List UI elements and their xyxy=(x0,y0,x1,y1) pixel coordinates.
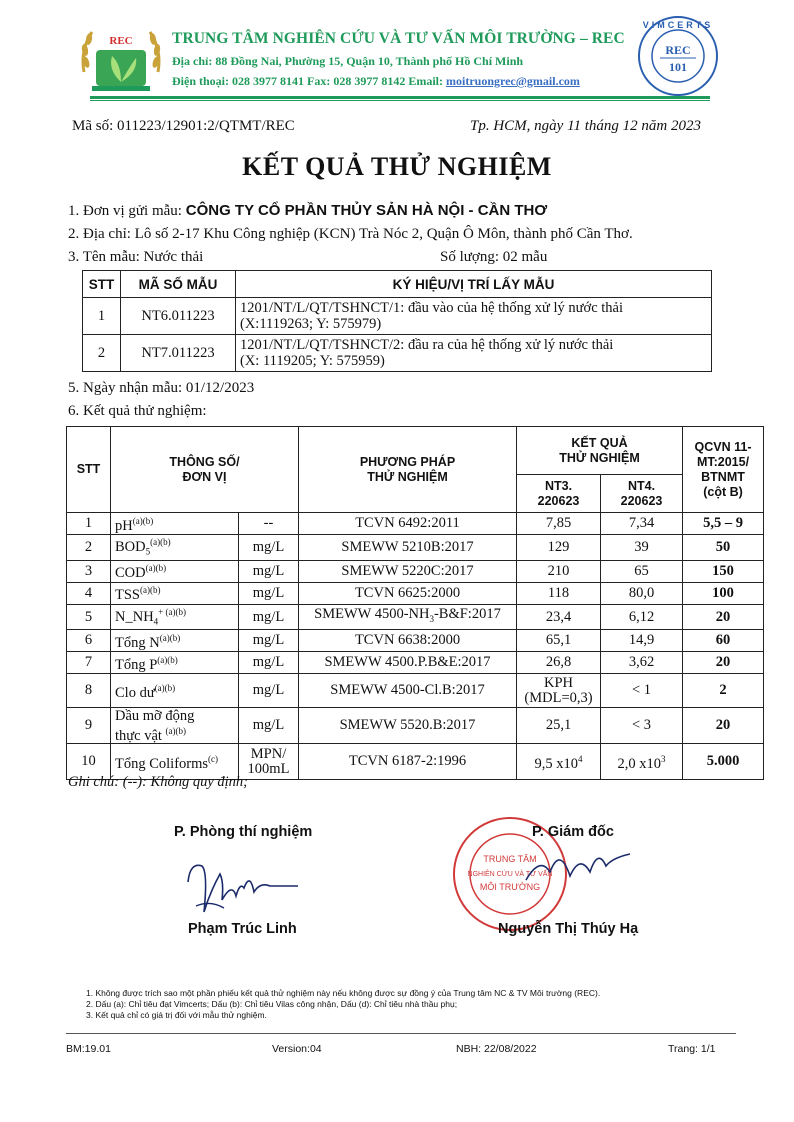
row-std: 20 xyxy=(683,652,764,674)
col-results xyxy=(517,427,683,475)
results-table xyxy=(66,426,764,780)
location-coords: (X: 1119205; Y: 575959) xyxy=(240,353,385,369)
row-stt: 5 xyxy=(67,604,111,630)
row-param xyxy=(111,630,239,652)
row-param xyxy=(111,513,239,535)
row-nt4 xyxy=(601,744,683,780)
param-name: Tổng N xyxy=(115,634,160,651)
row-param xyxy=(111,604,239,630)
table-row xyxy=(67,652,764,674)
table-row xyxy=(67,630,764,652)
row-method: SMEWW 5220C:2017 xyxy=(299,560,517,582)
table-row xyxy=(67,604,764,630)
param-name: TSS xyxy=(115,587,140,604)
param-name: Dầu mỡ động xyxy=(115,707,195,724)
col-nt3-line1: NT3. xyxy=(544,478,573,493)
unit-line1: MPN/ xyxy=(250,745,287,762)
sample-table-header xyxy=(83,271,712,298)
table-row xyxy=(83,298,712,335)
row-nt3: 23,4 xyxy=(517,604,601,630)
col-nt4 xyxy=(601,475,683,513)
nt3-value: 9,5 x10 xyxy=(534,755,578,772)
row-nt3: 25,1 xyxy=(517,708,601,744)
table-row xyxy=(67,535,764,561)
row-std: 50 xyxy=(683,535,764,561)
table-row xyxy=(67,560,764,582)
row-unit: mg/L xyxy=(239,674,299,708)
row-stt: 6 xyxy=(67,630,111,652)
row-param xyxy=(111,560,239,582)
row-stt: 1 xyxy=(67,513,111,535)
svg-text:REC: REC xyxy=(665,43,691,57)
sample-location xyxy=(236,298,712,335)
row-nt3: 7,85 xyxy=(517,513,601,535)
footnote-1: 1. Không được trích sao một phần phiếu kết quả thử nghiệm này nếu không được sự đồng ý của Trung tâm NC & TV Môi trường (REC). xyxy=(86,988,601,998)
row-stt: 4 xyxy=(67,582,111,604)
version: Version:04 xyxy=(272,1043,322,1055)
col-parameter-line1: THÔNG SỐ/ xyxy=(169,454,240,469)
col-method-line2: THỬ NGHIỆM xyxy=(367,469,448,484)
row-nt3 xyxy=(517,674,601,708)
row-std: 150 xyxy=(683,560,764,582)
param-sup: (c) xyxy=(208,754,219,765)
sample-stt: 1 xyxy=(83,298,121,335)
table-row xyxy=(67,513,764,535)
param-sup: (a)(b) xyxy=(145,563,167,574)
row-method: TCVN 6492:2011 xyxy=(299,513,517,535)
col-nt4-line1: NT4. xyxy=(627,478,656,493)
col-location: KÝ HIỆU/VỊ TRÍ LẤY MẪU xyxy=(236,271,712,298)
results-header-row xyxy=(67,427,764,475)
row-param xyxy=(111,708,239,744)
col-stt: STT xyxy=(67,427,111,513)
sender-line xyxy=(68,202,547,220)
nt3-exp: 4 xyxy=(578,754,583,765)
param-name-2 xyxy=(115,724,234,744)
param-sup: (a)(b) xyxy=(159,633,181,644)
row-nt3: 118 xyxy=(517,582,601,604)
row-std: 2 xyxy=(683,674,764,708)
param-sub: 4 xyxy=(153,616,159,627)
row-method: SMEWW 5210B:2017 xyxy=(299,535,517,561)
col-nt3-line2: 220623 xyxy=(537,493,580,508)
location-text: 1201/NT/L/QT/TSHNCT/2: đầu ra của hệ thống xử lý nước thải xyxy=(240,337,614,353)
row-nt3: 26,8 xyxy=(517,652,601,674)
sender-value: CÔNG TY CỔ PHẦN THỦY SẢN HÀ NỘI - CẦN THƠ xyxy=(185,202,548,219)
row-unit: mg/L xyxy=(239,604,299,630)
row-nt3: 129 xyxy=(517,535,601,561)
row-stt: 2 xyxy=(67,535,111,561)
row-unit: mg/L xyxy=(239,708,299,744)
col-stt: STT xyxy=(83,271,121,298)
sample-table xyxy=(82,270,712,372)
row-param xyxy=(111,674,239,708)
row-nt3 xyxy=(517,744,601,780)
director-name: Nguyễn Thị Thúy Hạ xyxy=(498,921,639,937)
row-method: TCVN 6638:2000 xyxy=(299,630,517,652)
row-method: SMEWW 4500-Cl.B:2017 xyxy=(299,674,517,708)
row-std: 60 xyxy=(683,630,764,652)
location-text: 1201/NT/L/QT/TSHNCT/1: đầu vào của hệ thống xử lý nước thải xyxy=(240,300,624,316)
row-nt4: 14,9 xyxy=(601,630,683,652)
param-name-2-text: thực vật xyxy=(115,727,162,744)
param-name: N_NH xyxy=(115,608,154,625)
row-unit: mg/L xyxy=(239,652,299,674)
svg-text:VIMCERTS: VIMCERTS xyxy=(642,20,714,30)
param-sup: (a)(b) xyxy=(154,683,176,694)
right-signature xyxy=(520,836,640,896)
col-standard-line2: MT:2015/ xyxy=(696,454,750,469)
param-name: pH xyxy=(115,517,133,534)
row-unit: -- xyxy=(239,513,299,535)
document-code: Mã số: 011223/12901:2/QTMT/REC xyxy=(72,118,295,134)
note: Ghi chú: (--): Không quy định; xyxy=(68,774,248,790)
svg-text:REC: REC xyxy=(109,35,133,47)
row-method: SMEWW 5520.B:2017 xyxy=(299,708,517,744)
sample-code: NT6.011223 xyxy=(121,298,236,335)
sample-stt: 2 xyxy=(83,335,121,372)
param-sup: + (a)(b) xyxy=(158,606,186,617)
row-method: TCVN 6625:2000 xyxy=(299,582,517,604)
row-nt4: 80,0 xyxy=(601,582,683,604)
page-number: Trang: 1/1 xyxy=(668,1043,716,1055)
method-tail: -B&F:2017 xyxy=(433,606,501,623)
sample-location xyxy=(236,335,712,372)
row-nt4: < 3 xyxy=(601,708,683,744)
header-rule xyxy=(90,96,710,99)
row-method: SMEWW 4500.P.B&E:2017 xyxy=(299,652,517,674)
method-sub: 3 xyxy=(429,614,434,625)
row-std: 5.000 xyxy=(683,744,764,780)
svg-text:NGHIÊN CỨU VÀ TƯ VẤN: NGHIÊN CỨU VÀ TƯ VẤN xyxy=(467,871,553,878)
form-code: BM:19.01 xyxy=(66,1043,111,1055)
center-contact xyxy=(172,74,652,89)
col-nt4-line2: 220623 xyxy=(620,493,663,508)
contact-text: Điện thoại: 028 3977 8141 Fax: 028 3977 8142 Email: xyxy=(172,74,446,88)
param-sup: (a)(b) xyxy=(165,725,187,736)
row-std: 100 xyxy=(683,582,764,604)
results-heading: 6. Kết quả thử nghiệm: xyxy=(68,403,207,419)
row-param xyxy=(111,652,239,674)
col-results-line2: THỬ NGHIỆM xyxy=(559,450,640,465)
param-name: Tổng P xyxy=(115,656,158,673)
nt3-detail: (MDL=0,3) xyxy=(524,689,593,706)
col-standard xyxy=(683,427,764,513)
param-sup: (a)(b) xyxy=(150,537,171,547)
row-param xyxy=(111,535,239,561)
vimcerts-stamp xyxy=(636,14,720,98)
col-standard-line4: (cột B) xyxy=(703,484,743,499)
svg-text:101: 101 xyxy=(669,60,687,74)
sample-quantity: Số lượng: 02 mẫu xyxy=(440,249,548,265)
row-std: 20 xyxy=(683,708,764,744)
nt3-value: KPH xyxy=(543,674,573,691)
param-sup: (a)(b) xyxy=(157,655,178,666)
svg-text:TRUNG TÂM: TRUNG TÂM xyxy=(483,854,537,864)
param-sup: (a)(b) xyxy=(132,515,154,526)
row-nt4: 39 xyxy=(601,535,683,561)
row-std: 5,5 – 9 xyxy=(683,513,764,535)
table-row xyxy=(67,582,764,604)
nt4-exp: 3 xyxy=(661,754,666,765)
method-name: SMEWW 4500-NH xyxy=(314,606,430,623)
sender-label: 1. Đơn vị gửi mẫu: xyxy=(68,203,186,219)
row-unit: mg/L xyxy=(239,582,299,604)
email-link[interactable]: moitruongrec@gmail.com xyxy=(446,74,580,88)
center-name: TRUNG TÂM NGHIÊN CỨU VÀ TƯ VẤN MÔI TRƯỜNG – REC xyxy=(172,30,625,47)
page-title: KẾT QUẢ THỬ NGHIỆM xyxy=(242,152,552,181)
row-nt3: 65,1 xyxy=(517,630,601,652)
col-method-line1: PHƯƠNG PHÁP xyxy=(359,454,456,469)
nt4-value: 2,0 x10 xyxy=(617,755,661,772)
col-code: MÃ SỐ MẪU xyxy=(121,271,236,298)
lab-signer-name: Phạm Trúc Linh xyxy=(188,921,297,937)
director-title: P. Giám đốc xyxy=(532,824,614,840)
header-rule-thin xyxy=(90,100,710,101)
row-nt4: < 1 xyxy=(601,674,683,708)
row-stt: 7 xyxy=(67,652,111,674)
param-name: Clo dư xyxy=(115,684,155,701)
row-nt4: 6,12 xyxy=(601,604,683,630)
param-sub: 5 xyxy=(145,546,151,557)
receive-date-line: 5. Ngày nhận mẫu: 01/12/2023 xyxy=(68,380,255,396)
row-unit: mg/L xyxy=(239,630,299,652)
row-std: 20 xyxy=(683,604,764,630)
table-row xyxy=(67,708,764,744)
table-row xyxy=(83,335,712,372)
param-sup: (a)(b) xyxy=(140,585,161,596)
row-nt3: 210 xyxy=(517,560,601,582)
unit-line2: 100mL xyxy=(247,760,290,777)
svg-text:MÔI TRƯỜNG: MÔI TRƯỜNG xyxy=(479,882,541,892)
document-date: Tp. HCM, ngày 11 tháng 12 năm 2023 xyxy=(470,118,701,134)
row-param xyxy=(111,582,239,604)
row-nt4: 3,62 xyxy=(601,652,683,674)
table-row xyxy=(67,674,764,708)
footer-rule xyxy=(66,1033,736,1034)
col-results-line1: KẾT QUẢ xyxy=(571,435,628,450)
param-name: Tổng Coliforms xyxy=(115,755,209,772)
col-standard-line1: QCVN 11- xyxy=(694,439,752,454)
row-method: TCVN 6187-2:1996 xyxy=(299,744,517,780)
col-nt3 xyxy=(517,475,601,513)
col-standard-line3: BTNMT xyxy=(701,469,745,484)
row-unit: mg/L xyxy=(239,560,299,582)
location-coords: (X:1119263; Y: 575979) xyxy=(240,316,382,332)
center-address: Địa chỉ: 88 Đồng Nai, Phường 15, Quận 10, Thành phố Hồ Chí Minh xyxy=(172,54,524,68)
address-line: 2. Địa chỉ: Lô số 2-17 Khu Công nghiệp (KCN) Trà Nóc 2, Quận Ô Môn, thành phố Cần Thơ. xyxy=(68,226,633,242)
lab-title: P. Phòng thí nghiệm xyxy=(174,824,313,840)
col-parameter-line2: ĐƠN VỊ xyxy=(182,469,227,484)
row-stt: 9 xyxy=(67,708,111,744)
col-method xyxy=(299,427,517,513)
footnote-3: 3. Kết quả chỉ có giá trị đối với mẫu thử nghiệm. xyxy=(86,1010,267,1020)
footnote-2: 2. Dấu (a): Chỉ tiêu đạt Vimcerts; Dấu (b): Chỉ tiêu Vilas công nhận, Dấu (d): Chỉ tiêu nhà thầu phụ; xyxy=(86,999,458,1009)
sample-code: NT7.011223 xyxy=(121,335,236,372)
rec-logo xyxy=(78,22,164,94)
col-parameter xyxy=(111,427,299,513)
row-stt: 10 xyxy=(67,744,111,780)
results-body xyxy=(67,513,764,780)
row-nt4: 65 xyxy=(601,560,683,582)
left-signature xyxy=(180,852,310,922)
row-stt: 3 xyxy=(67,560,111,582)
param-name: COD xyxy=(115,565,146,582)
issue-date: NBH: 22/08/2022 xyxy=(456,1043,537,1055)
sample-name-line: 3. Tên mẫu: Nước thải xyxy=(68,249,204,265)
row-stt: 8 xyxy=(67,674,111,708)
row-method xyxy=(299,604,517,630)
row-unit: mg/L xyxy=(239,535,299,561)
param-name: BOD xyxy=(115,538,146,555)
row-nt4: 7,34 xyxy=(601,513,683,535)
